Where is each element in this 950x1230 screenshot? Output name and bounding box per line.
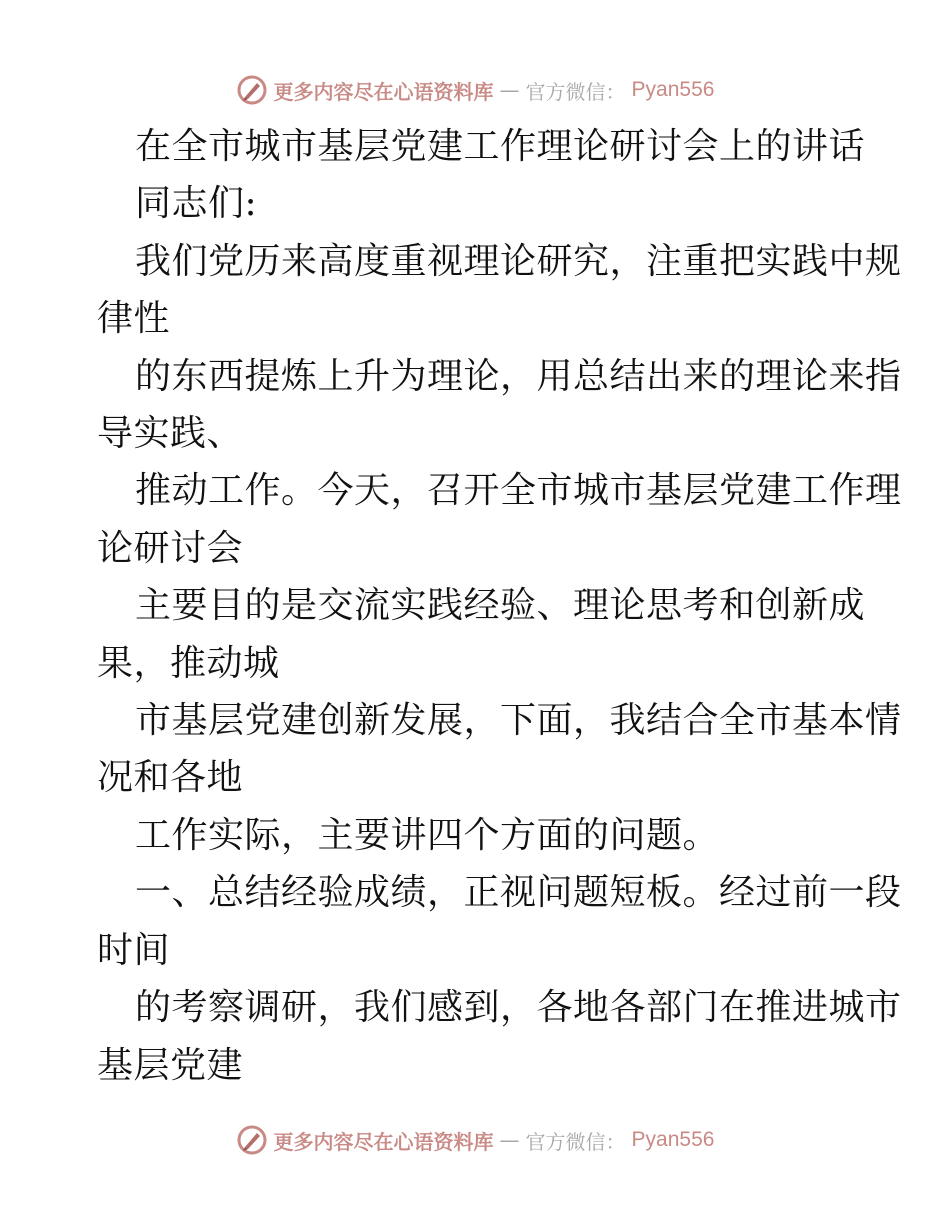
text-line: 工作实际，主要讲四个方面的问题。	[135, 814, 720, 856]
watermark-site-text: 更多内容尽在心语资料库	[273, 1129, 494, 1154]
salutation: 同志们:	[135, 183, 258, 225]
text-line: 我们党历来高度重视理论研究，注重把实践中规	[135, 240, 902, 282]
watermark-wechat-label: 官方微信：	[525, 1129, 626, 1154]
text-line: 的考察调研，我们感到，各地各部门在推进城市	[135, 987, 902, 1029]
text-line: 时间	[97, 929, 171, 971]
watermark-wechat-id: Pyan556	[631, 78, 715, 101]
pen-logo-icon	[236, 74, 268, 106]
text-line: 推动工作。今天，召开全市城市基层党建工作理	[135, 470, 902, 512]
watermark-wechat-id: Pyan556	[631, 1128, 715, 1151]
text-line: 市基层党建创新发展，下面，我结合全市基本情	[135, 700, 902, 742]
text-line: 主要目的是交流实践经验、理论思考和创新成	[135, 585, 866, 627]
watermark-site-text: 更多内容尽在心语资料库	[273, 79, 494, 104]
watermark-wechat-label: 官方微信：	[525, 79, 626, 104]
section-heading-line: 一、总结经验成绩，正视问题短板。经过前一段	[135, 872, 902, 914]
watermark-content	[236, 1124, 715, 1156]
watermark-dash: —	[499, 78, 520, 102]
text-line: 基层党建	[97, 1044, 244, 1086]
header-watermark	[0, 70, 950, 110]
text-line: 的东西提炼上升为理论，用总结出来的理论来指	[135, 355, 902, 397]
document-body	[97, 118, 902, 1094]
watermark-content	[236, 74, 715, 106]
text-line: 律性	[97, 298, 171, 340]
text-line: 况和各地	[97, 757, 244, 799]
text-line: 果，推动城	[97, 642, 280, 684]
text-line: 论研讨会	[97, 527, 244, 569]
document-title: 在全市城市基层党建工作理论研讨会上的讲话	[135, 126, 866, 167]
footer-watermark	[0, 1120, 950, 1160]
watermark-dash: —	[499, 1128, 520, 1152]
text-line: 导实践、	[97, 413, 244, 455]
pen-logo-icon	[236, 1124, 268, 1156]
